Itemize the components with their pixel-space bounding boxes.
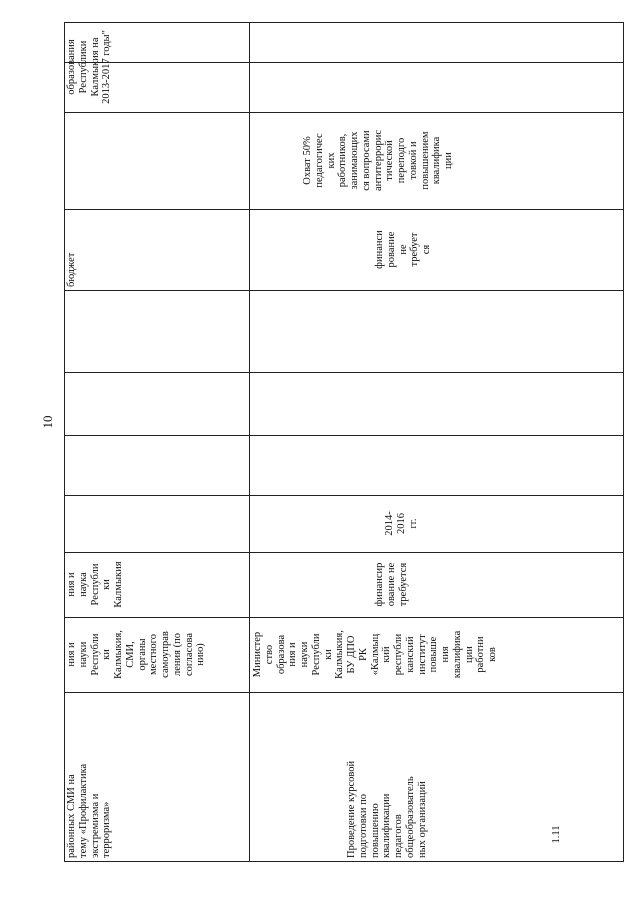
row1-program-text: образования Республики Калмыкия на 2013-2017 годы" [66, 30, 113, 104]
row1-executors-cell [64, 617, 249, 692]
row1-event-cell [64, 692, 116, 861]
row1-responsible-text: ния и наука Республи ки Калмыкия [66, 561, 124, 608]
column-divider [64, 290, 624, 291]
row2-number-cell [549, 812, 571, 857]
row1-source-cell [64, 209, 104, 290]
row2-period-cell [382, 495, 426, 552]
column-divider [64, 435, 624, 436]
row2-event-cell [344, 692, 464, 861]
document-table [64, 22, 624, 862]
row1-program-cell [64, 22, 154, 112]
page-number: 10 [40, 415, 55, 429]
row2-event-text: Проведение курсовой подготовки по повышению квалификации педагогов общеобразователь ных организаций [346, 760, 428, 858]
row2-indicator-text: Охват 50% педагогичес ких работников, занимающих ся вопросами антитеррорис тической переподго товкой и повышением квалифика ции [302, 129, 454, 192]
row1-responsible-cell [64, 552, 144, 617]
row2-number: 1.11 [551, 825, 562, 844]
table-border-right [623, 22, 624, 862]
row2-financing-text: финанси рование не требует ся [374, 230, 432, 269]
row1-executors-text: ния и науки Республи ки Калмыкия, СМИ, органы местного самоуправ ления (по согласова нию) [66, 630, 207, 679]
column-divider [64, 552, 624, 553]
row2-indicator-cell [300, 112, 454, 209]
row2-responsible-cell [372, 552, 424, 617]
row-divider [249, 22, 250, 862]
row2-executors-cell [250, 617, 542, 692]
column-divider [64, 372, 624, 373]
column-divider [64, 495, 624, 496]
row1-source-text: бюджет [66, 252, 77, 287]
row2-period-text: 2014- 2016 гг. [384, 511, 419, 536]
row2-executors-text: Министер ство образова ния и науки Республи ки Калмыкия, БУ ДПО РК «Калмыц кий республи канский институт повыше ния квалифика ции работни ков [252, 630, 498, 679]
column-divider [64, 209, 624, 210]
row2-financing-cell [372, 209, 444, 290]
row2-responsible-text: финансир ование не требуется [374, 562, 409, 607]
table-border-bottom [64, 861, 624, 862]
row1-event-text: районных СМИ на тему «Профилактика экстремизма и терроризма» [66, 763, 113, 858]
